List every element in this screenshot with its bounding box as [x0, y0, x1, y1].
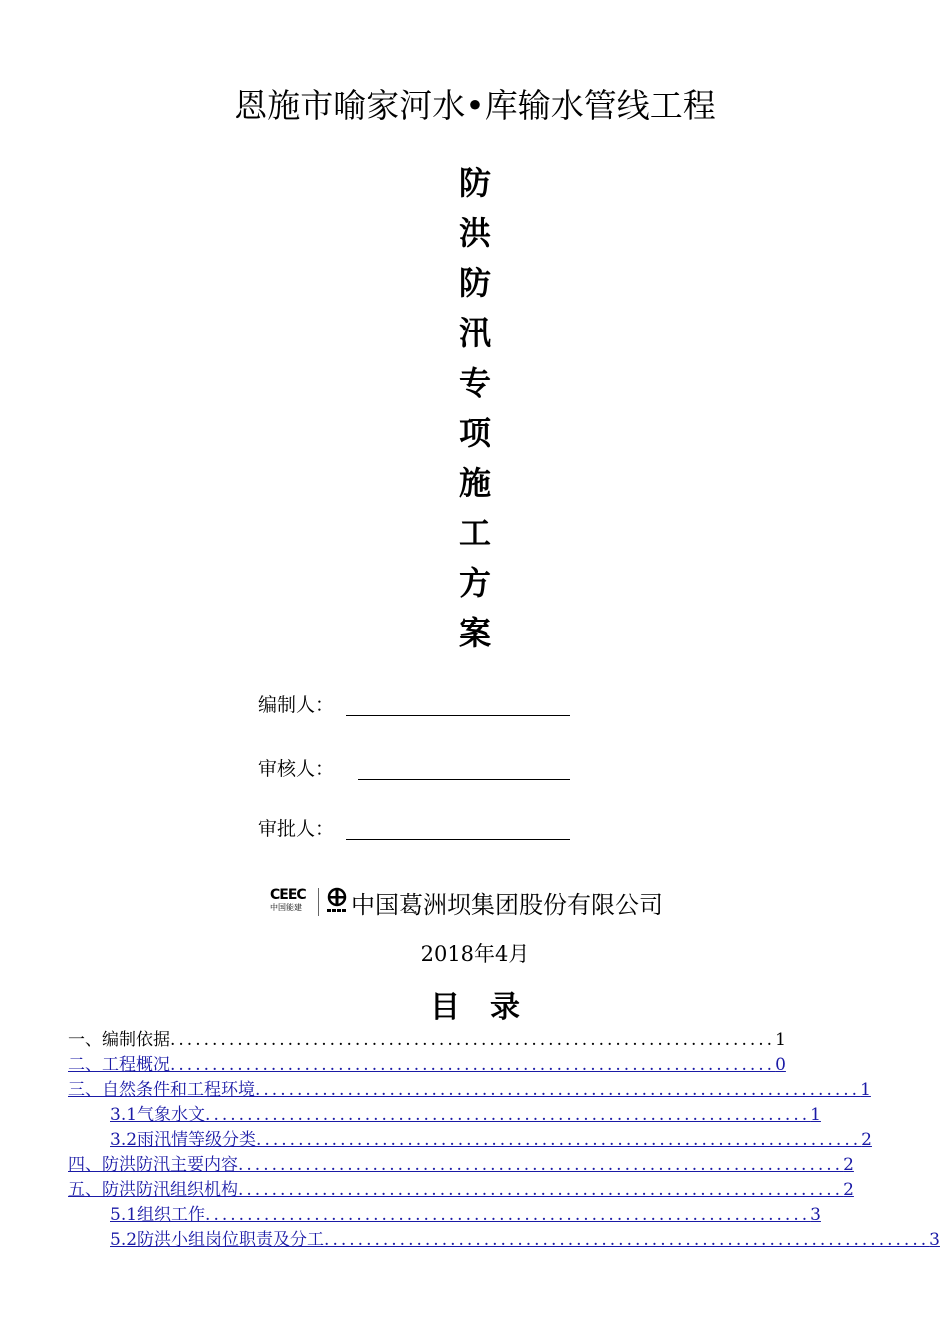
toc-leader: ........................................................................ — [170, 1030, 776, 1050]
project-title: 恩施市喻家河水•库输水管线工程 — [234, 86, 716, 125]
title-char: 工 — [458, 514, 491, 552]
toc-heading: 目录 — [430, 990, 550, 1025]
gezhouba-logo-icon — [325, 887, 349, 917]
title-char: 防 — [458, 164, 491, 202]
toc-leader: ........................................................................ — [205, 1105, 811, 1125]
toc-leader: ........................................................................ — [205, 1205, 811, 1225]
title-char: 案 — [458, 614, 491, 652]
toc-leader: ........................................................................ — [324, 1230, 930, 1250]
toc-item[interactable]: 3.1气象水文 ........................................................................ 1 — [68, 1103, 732, 1128]
toc-leader: ........................................................................ — [238, 1155, 844, 1175]
title-char: 施 — [458, 464, 491, 502]
toc-item[interactable]: 五、防洪防汛组织机构 ........................................................................ 2 — [68, 1178, 732, 1203]
signature-approver — [258, 814, 334, 840]
signature-label: 审批人： — [258, 818, 335, 840]
toc-item[interactable]: 四、防洪防汛主要内容 ........................................................................ 2 — [68, 1153, 732, 1178]
toc-item[interactable]: 5.1组织工作 ........................................................................ 3 — [68, 1203, 732, 1228]
title-char: 防 — [458, 264, 491, 302]
signature-reviewer — [258, 754, 334, 780]
toc-item[interactable]: 5.2防洪小组岗位职责及分工 ........................................................................ 3 — [68, 1228, 732, 1253]
company-block — [270, 884, 663, 920]
company-name: 中国葛洲坝集团股份有限公司 — [351, 890, 663, 919]
signature-line — [346, 838, 570, 840]
title-char: 洪 — [458, 214, 491, 252]
toc-item[interactable]: 三、自然条件和工程环境 ........................................................................ 1 — [68, 1078, 732, 1103]
toc-leader: ........................................................................ — [170, 1055, 776, 1075]
signature-label: 审核人： — [258, 758, 335, 780]
toc-item[interactable]: 二、工程概况 ........................................................................ 0 — [68, 1053, 732, 1078]
document-date: 2018年4月 — [420, 942, 530, 966]
toc-leader: ........................................................................ — [238, 1180, 844, 1200]
toc-item[interactable]: 一、编制依据 ........................................................................ 1 — [68, 1028, 732, 1053]
signature-line — [358, 778, 570, 780]
toc-leader: ........................................................................ — [256, 1130, 862, 1150]
ceec-logo: CEEC 中国能建 — [270, 887, 306, 912]
signature-compiler — [258, 690, 334, 716]
logo-divider — [318, 888, 319, 916]
toc-leader: ........................................................................ — [255, 1080, 861, 1100]
title-char: 专 — [458, 364, 491, 402]
title-char: 方 — [458, 564, 491, 602]
signature-line — [346, 714, 570, 716]
table-of-contents — [68, 1028, 940, 1253]
title-char: 汛 — [458, 314, 491, 352]
signature-label: 编制人： — [258, 694, 335, 716]
document-title — [450, 158, 500, 658]
title-char: 项 — [458, 414, 491, 452]
toc-item[interactable]: 3.2雨汛情等级分类 ........................................................................ 2 — [68, 1128, 732, 1153]
